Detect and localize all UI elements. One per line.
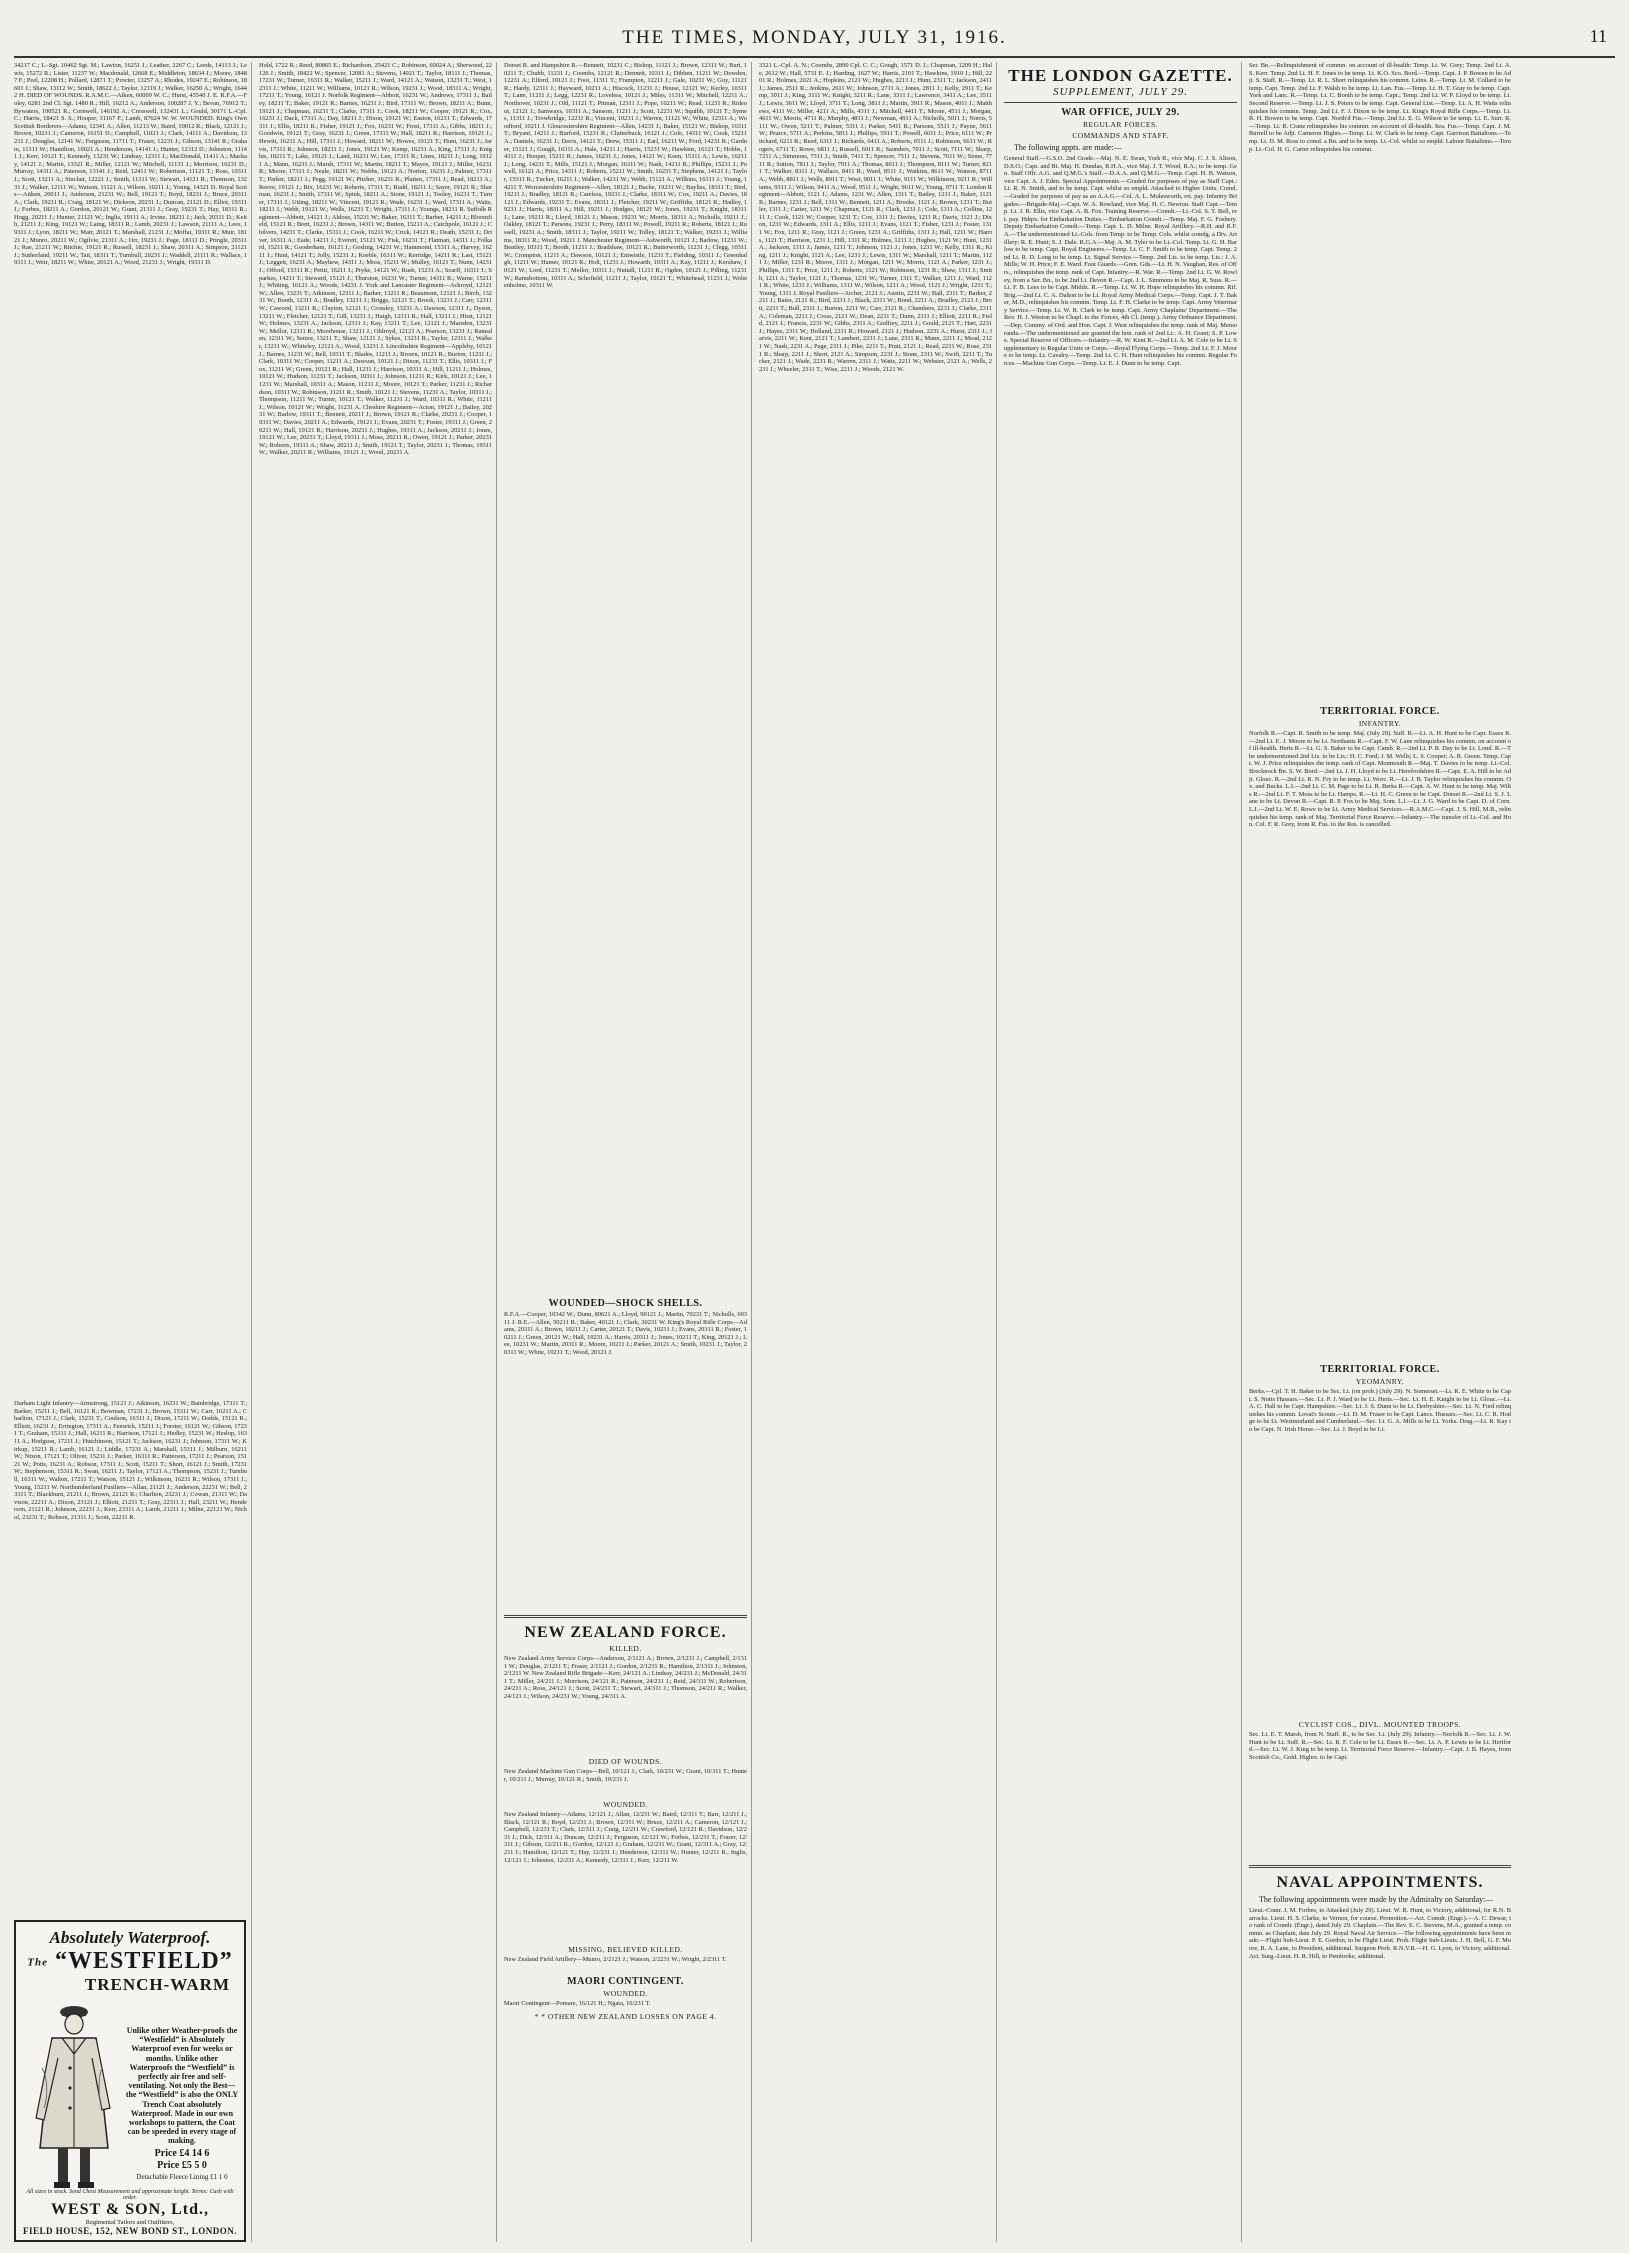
regular-forces-heading: REGULAR FORCES. <box>1082 120 1158 129</box>
gazette-title: THE LONDON GAZETTE. <box>1008 66 1233 85</box>
maori-contingent-heading: MAORI CONTINGENT. <box>567 1976 684 1987</box>
ad-lining: Detachable Fleece Lining £1 1 0 <box>136 2173 228 2182</box>
war-office-heading: WAR OFFICE, JULY 29. <box>1061 107 1180 118</box>
ad-body: Unlike other Weather-proofs the “Westfield” is Absolutely Waterproof even for weeks or months. Unlike other Waterproofs the “Westfield” is perfectly air free and self-ventilating. Not only the Best—the “Westfield” is also the ONLY Trench Coat absolutely Waterproof. Made in our own workshops to pattern, the Coat can be speeded in every stage of making. <box>125 2026 239 2146</box>
divider <box>504 1615 747 1618</box>
missing-subheading: MISSING, BELIEVED KILLED. <box>568 1945 683 1954</box>
column-6 <box>1249 62 1515 2242</box>
ad-note: All sizes in stock. Send Chest Measurement and approximate height. Terms: Cash with order. <box>26 2189 234 2201</box>
gazette-intro: The following appts. are made:— <box>1014 143 1122 152</box>
nz-killed-list: New Zealand Army Service Corps—Anderson, 2/1121 A.; Brown, 2/1231 J.; Campbell, 2/1311 W.; Douglas, 2/1211 T.; Fraser, 2/1121 J.; Gordon, 2/1231 R.; Hamilton, 2/1311 J.; Johnston, 2/1211 W. New Zealand Rifle Brigade—Kerr, 24/121 A.; Lindsay, 24/231 J.; McDonald, 24/311 T.; Miller, 24/211 J.; Morrison, 24/121 R.; Paterson, 24/231 J.; Reid, 24/311 W.; Robertson, 24/211 A.; Ross, 24/121 J.; Scott, 24/231 T.; Stewart, 24/311 J.; Thomson, 24/211 R.; Walker, 24/121 J.; Wilson, 24/231 W.; Young, 24/311 A. <box>504 1655 747 1700</box>
column-5 <box>1004 62 1242 2242</box>
naval-intro: The following appointments were made by the Admiralty on Saturday:— <box>1259 1895 1494 1904</box>
page-columns <box>14 62 1615 2242</box>
casualty-list-text-continued: Durham Light Infantry—Armstrong, 15121 J.; Atkinson, 16231 W.; Bainbridge, 17311 T.; Barker, 15211 J.; Bell, 16121 R.; Bowman, 17231 J.; Brown, 15311 W.; Carr, 16211 A.; Charlton, 17121 J.; Clark, 15231 T.; Coulson, 16311 J.; Dixon, 17211 W.; Dodds, 15121 R.; Elliott, 16231 J.; Errington, 17311 A.; Fenwick, 15211 J.; Forster, 16121 W.; Gibson, 17231 T.; Graham, 15311 J.; Hall, 16211 R.; Harrison, 17121 J.; Hedley, 15231 W.; Heslop, 16311 A.; Hodgson, 17211 J.; Hutchinson, 15121 T.; Jackson, 16231 J.; Johnson, 17311 W.; Kirkup, 15211 R.; Lamb, 16121 J.; Liddle, 17231 A.; Marshall, 15311 J.; Milburn, 16211 W.; Nixon, 17121 T.; Oliver, 15231 J.; Parker, 16311 R.; Patterson, 17211 J.; Pearson, 15121 W.; Potts, 16231 A.; Robson, 17311 J.; Scott, 15211 T.; Short, 16121 J.; Smith, 17231 W.; Stephenson, 15311 R.; Swan, 16211 J.; Taylor, 17121 A.; Thompson, 15231 J.; Turnbull, 16311 W.; Walton, 17211 T.; Watson, 15121 J.; Wilkinson, 16231 R.; Wilson, 17311 J.; Young, 15211 W. Northumberland Fusiliers—Allan, 21121 J.; Anderson, 22231 W.; Bell, 23311 T.; Blackburn, 21211 J.; Brown, 22121 R.; Charlton, 23231 J.; Cowan, 21311 W.; Davison, 22211 A.; Dixon, 23121 J.; Elliott, 21231 T.; Gray, 22311 J.; Hall, 23211 W.; Henderson, 21121 R.; Johnson, 22231 J.; Kerr, 23311 A.; Lamb, 21211 J.; Milne, 22121 W.; Nichol, 23231 T.; Robson, 21311 J.; Scott, 22211 R. <box>14 1400 247 1521</box>
masthead <box>14 20 1615 58</box>
naval-appointments-heading: NAVAL APPOINTMENTS. <box>1276 1874 1484 1891</box>
column-3 <box>504 62 752 2242</box>
cyclist-heading: CYCLIST COS., DIVL. MOUNTED TROOPS. <box>1298 1720 1462 1729</box>
casualty-list-text: 3321 L.-Cpl. A. N.; Coombs, 2890 Cpl. C. C.; Gough, 1571 D. J.; Chapman, 1209 H.; Hale, 2612 W.; Hall, 5731 E. J.; Harding, 1627 W.; Harris, 2101 T.; Hawkins, 1910 J.; Hill, 2201 R.; Holmes, 2021 A.; Hopkins, 2121 W.; Hughes, 2213 J.; Hunt, 2311 T.; Jackson, 2411 J.; James, 2511 R.; Jenkins, 2611 W.; Johnson, 2711 A.; Jones, 2811 J.; Kelly, 2911 T.; Kemp, 3011 J.; King, 3111 W.; Knight, 3211 R.; Lane, 3311 J.; Lawrence, 3411 A.; Lee, 3511 J.; Lewis, 3611 W.; Lloyd, 3711 T.; Long, 3811 J.; Martin, 3911 R.; Mason, 4011 J.; Matthews, 4111 W.; Miller, 4211 A.; Mills, 4311 J.; Mitchell, 4411 T.; Moore, 4511 J.; Morgan, 4611 W.; Morris, 4711 R.; Murphy, 4811 J.; Newman, 4911 A.; Nicholls, 5011 J.; Norris, 5111 W.; Owen, 5211 T.; Palmer, 5311 J.; Parker, 5411 R.; Parsons, 5511 J.; Payne, 5611 W.; Pearce, 5711 A.; Perkins, 5811 J.; Phillips, 5911 T.; Powell, 6011 J.; Price, 6111 W.; Pritchard, 6211 R.; Reed, 6311 J.; Richards, 6411 A.; Roberts, 6511 J.; Robinson, 6611 W.; Rogers, 6711 T.; Rowe, 6811 J.; Russell, 6911 R.; Saunders, 7011 J.; Scott, 7111 W.; Sharp, 7211 A.; Simmons, 7311 J.; Smith, 7411 T.; Spencer, 7511 J.; Stevens, 7611 W.; Stone, 7711 R.; Sutton, 7811 J.; Taylor, 7911 A.; Thomas, 8011 J.; Thompson, 8111 W.; Turner, 8211 T.; Walker, 8311 J.; Wallace, 8411 R.; Ward, 8511 J.; Watkins, 8611 W.; Watson, 8711 A.; Webb, 8811 J.; Wells, 8911 T.; West, 9011 J.; White, 9111 W.; Wilkinson, 9211 R.; Williams, 9311 J.; Wilson, 9411 A.; Wood, 9511 J.; Wright, 9611 W.; Young, 9711 T. London Regiment—Abbott, 1121 J.; Adams, 1231 W.; Allen, 1311 T.; Bailey, 1211 J.; Baker, 1121 R.; Barnes, 1231 J.; Bell, 1311 W.; Bennett, 1211 A.; Brooks, 1121 J.; Brown, 1231 T.; Butler, 1311 J.; Carter, 1211 W.; Chapman, 1121 R.; Clark, 1231 J.; Cole, 1311 A.; Collins, 1211 J.; Cook, 1121 W.; Cooper, 1231 T.; Cox, 1311 J.; Davies, 1211 R.; Davis, 1121 J.; Dixon, 1231 W.; Edwards, 1311 A.; Ellis, 1211 J.; Evans, 1121 T.; Fisher, 1231 J.; Foster, 1311 W.; Fox, 1211 R.; Gray, 1121 J.; Green, 1231 A.; Griffiths, 1311 J.; Hall, 1211 W.; Harris, 1121 T.; Harrison, 1231 J.; Hill, 1311 R.; Holmes, 1211 J.; Hughes, 1121 W.; Hunt, 1231 A.; Jackson, 1311 J.; James, 1211 T.; Johnson, 1121 J.; Jones, 1231 W.; Kelly, 1311 R.; King, 1211 J.; Knight, 1121 A.; Lee, 1231 J.; Lewis, 1311 W.; Marshall, 1211 T.; Martin, 1121 J.; Miller, 1231 R.; Moore, 1311 J.; Morgan, 1211 W.; Morris, 1121 A.; Parker, 1231 J.; Phillips, 1311 T.; Price, 1211 J.; Roberts, 1121 W.; Robinson, 1231 R.; Shaw, 1311 J.; Smith, 1211 A.; Taylor, 1121 J.; Thomas, 1231 W.; Turner, 1311 T.; Walker, 1211 J.; Ward, 1121 R.; White, 1231 J.; Williams, 1311 W.; Wilson, 1211 A.; Wood, 1121 J.; Wright, 1231 T.; Young, 1311 J. Royal Fusiliers—Archer, 2121 J.; Austin, 2231 W.; Ball, 2311 T.; Barker, 2211 J.; Bates, 2121 R.; Bird, 2231 J.; Black, 2311 W.; Bond, 2211 A.; Bradley, 2121 J.; Brett, 2231 T.; Bull, 2311 J.; Burton, 2211 W.; Carr, 2121 R.; Chambers, 2231 J.; Clarke, 2311 A.; Coleman, 2211 J.; Cross, 2121 W.; Dean, 2231 T.; Dunn, 2311 J.; Elliott, 2211 R.; Field, 2121 J.; Francis, 2231 W.; Gibbs, 2311 A.; Godfrey, 2211 J.; Gould, 2121 T.; Hart, 2231 J.; Hayes, 2311 W.; Holland, 2211 R.; Howard, 2121 J.; Hudson, 2231 A.; Hurst, 2311 J.; Jarvis, 2211 W.; Kent, 2121 T.; Lambert, 2231 J.; Lane, 2311 R.; Mann, 2211 J.; Mead, 2121 W.; Nash, 2231 A.; Page, 2311 J.; Pike, 2211 T.; Pratt, 2121 J.; Read, 2231 W.; Rose, 2311 R.; Sharp, 2211 J.; Short, 2121 A.; Simpson, 2231 J.; Stone, 2311 W.; Swift, 2211 T.; Tucker, 2121 J.; Wade, 2231 R.; Warren, 2311 J.; Watts, 2211 W.; Webster, 2121 A.; Wells, 2231 J.; Wheeler, 2311 T.; Wise, 2211 J.; Woods, 2121 W. <box>759 62 992 373</box>
page-number: 11 <box>1589 26 1607 46</box>
ad-maker: WEST & SON, Ltd., <box>50 2201 210 2218</box>
territorial-force-heading: TERRITORIAL FORCE. <box>1320 706 1440 717</box>
died-of-wounds-subheading: DIED OF WOUNDS. <box>588 1757 663 1766</box>
ad-footer <box>20 2189 240 2236</box>
divider <box>1004 102 1237 103</box>
column-1 <box>14 62 252 2242</box>
casualty-list-text: Dorset R. and Hampshire R.—Bennett, 10231 C.; Bishop, 11121 J.; Brown, 12311 W.; Burt, 10211 T.; Chubb, 11231 J.; Coombs, 12121 R.; Dennett, 10311 J.; Dibben, 11211 W.; Dowden, 12231 A.; Elford, 10121 J.; Foot, 11311 T.; Frampton, 12211 J.; Gale, 10231 W.; Guy, 11121 R.; Hardy, 12311 J.; Hayward, 10211 A.; Hiscock, 11231 J.; House, 12121 W.; Kerley, 10311 T.; Lane, 11211 J.; Legg, 12231 R.; Loveless, 10121 J.; Miles, 11311 W.; Mitchell, 12211 A.; Northover, 10231 J.; Old, 11121 T.; Pitman, 12311 J.; Pope, 10211 W.; Read, 11231 R.; Rideout, 12121 J.; Samways, 10311 A.; Sansom, 11211 J.; Scott, 12231 W.; Squibb, 10121 T.; Symes, 11311 J.; Trowbridge, 12211 R.; Vincent, 10231 J.; Warren, 11121 W.; White, 12311 A.; Woodford, 10211 J. Gloucestershire Regiment—Allen, 14231 J.; Baker, 15121 W.; Bishop, 16311 T.; Bryant, 14211 J.; Burford, 15231 R.; Clutterbuck, 16121 J.; Cole, 14311 W.; Cook, 15211 A.; Daniels, 16231 J.; Davis, 14121 T.; Drew, 15311 J.; Earl, 16211 W.; Ford, 14231 R.; Gardner, 15121 J.; Gough, 16311 A.; Hale, 14211 J.; Harris, 15231 W.; Hawkins, 16121 T.; Hobbs, 14311 J.; Hooper, 15211 R.; James, 16231 J.; Jones, 14121 W.; Keen, 15311 A.; Lewis, 16211 J.; Long, 14231 T.; Mills, 15121 J.; Morgan, 16311 W.; Nash, 14211 R.; Phillips, 15231 J.; Powell, 16121 A.; Price, 14311 J.; Roberts, 15211 W.; Smith, 16231 T.; Stephens, 14121 J.; Taylor, 15311 R.; Tucker, 16211 J.; Walker, 14231 W.; Webb, 15121 A.; Wilkins, 16311 J.; Young, 14211 T. Worcestershire Regiment—Allen, 18121 J.; Bache, 19231 W.; Bayliss, 18311 T.; Bird, 19211 J.; Bradley, 18121 R.; Careless, 19231 J.; Clarke, 18311 W.; Cox, 19211 A.; Davies, 18121 J.; Edwards, 19231 T.; Evans, 18311 J.; Fletcher, 19211 W.; Griffiths, 18121 R.; Hadley, 19231 J.; Harris, 18311 A.; Hill, 19211 J.; Hodges, 18121 W.; Jones, 19231 T.; Knight, 18311 J.; Lane, 19211 R.; Lloyd, 18121 J.; Mason, 19231 W.; Morris, 18311 A.; Nicholls, 19211 J.; Oakley, 18121 T.; Parsons, 19231 J.; Perry, 18311 W.; Powell, 19211 R.; Roberts, 18121 J.; Russell, 19231 A.; Smith, 18311 J.; Taylor, 19211 W.; Tolley, 18121 T.; Walker, 19231 J.; Williams, 18311 R.; Wood, 19211 J. Manchester Regiment—Ashworth, 10121 J.; Barlow, 11231 W.; Bentley, 10311 T.; Booth, 11211 J.; Bradshaw, 10121 R.; Butterworth, 11231 J.; Clegg, 10311 W.; Crompton, 11211 A.; Dawson, 10121 J.; Entwistle, 11231 T.; Fielding, 10311 J.; Greenhalgh, 11211 W.; Hamer, 10121 R.; Holt, 11231 J.; Howarth, 10311 A.; Kay, 11211 J.; Kershaw, 10121 W.; Lord, 11231 T.; Mellor, 10311 J.; Nuttall, 11211 R.; Ogden, 10121 J.; Pilling, 11231 W.; Ramsbottom, 10311 A.; Schofield, 11211 J.; Taylor, 10121 T.; Whitehead, 11231 J.; Wolstenholme, 10311 W. <box>504 62 747 290</box>
soldier-illustration <box>22 1998 122 2194</box>
gazette-text-continued: Ser. Bn.—Relinquishment of commn. on account of ill-health: Temp. Lt. W. Grey; Temp. 2nd Lt. A. S. Kerr. Temp. 2nd Lt. H. F. Jones to be temp. Lt. K.O. Sco. Bord.—Temp. Capt. J. P. Bowen to be Adjt. S. Staff. R.—Temp. Lt. R. L. Short relinquishes his commn. Leins. R.—Temp. Lt. M. Collard to be temp. Capt. Temp. 2nd Lt. F. Walsh to be temp. Lt. Lan. Fus.—Temp. Lt. H. T. Gray to be temp. Capt. York and Lanc. R.—Temp. Lt. C. Booth to be temp. Capt.; Temp. 2nd Lt. W. P. Lloyd to be temp. Lt. Second Reserve.—Temp. Lt. J. S. Peters to be temp. Capt. General List.—Temp. Lt. A. H. Watts relinquishes his commn. Temp. 2nd Lt. F. J. Dixon to be temp. Lt. King's Royal Rifle Corps.—Temp. Lt. R. H. Bowen to be temp. Capt. North'd Fus.—Temp. 2nd Lt. E. G. Wilson to be temp. Lt. E. Surr. R.—Temp. Lt. R. Crane relinquishes his commn. on account of ill-health. Sea. Fus.—Temp. Capt. J. M. Burrell to be Adjt. Cameron Highrs.—Temp. Lt. W. Clark to be temp. Capt. Garrison Battalions.—Temp. Lt. D. M. Ross to comd. a Bn. and to be temp. Lt.-Col. whilst so empld. Labour Battalions.—Temp. Lt.-Col. H. G. Carter relinquishes his commn. <box>1249 62 1511 153</box>
ad-price-2: Price £5 5 0 <box>157 2159 207 2171</box>
ad-price-1: Price £4 14 6 <box>154 2147 210 2159</box>
maori-list: Maori Contingent—Pomare, 16/121 H.; Ngata, 16/231 T. <box>504 2000 651 2007</box>
nz-missing-list: New Zealand Field Artillery—Munro, 2/2121 J.; Watson, 2/2231 W.; Wright, 2/2311 T. <box>504 1956 727 1963</box>
maori-wounded-subheading: WOUNDED. <box>603 1989 648 1998</box>
ad-headline: Absolutely Waterproof. <box>49 1928 211 1947</box>
gazette-text: General Staff.—G.S.O. 2nd Grade.—Maj. N. E. Swan, York R., vice Maj. C. J. S. Alison, D.S.O.; Capt. and Bt. Maj. H. Dundas, R.H.A., vice Maj. J. T. Wood, R.A.; to be temp. Gen. Staff Offr. A.G. and Q.M.G.'s Staff.—D.A.A. and Q.M.G.—Temp. Capt. H. B. Watson, vice Capt. A. J. Eden. Special Appointments.—Graded for purposes of pay as Staff Capt.: Lt. R. N. Smith, and to be temp. Capt. whilst so empld. Attached to Higher Units. Comd.—Graded for purposes of pay as an A.A.G.—Col. A. L. Molesworth, ret. pay. Infantry Brigades.—Brigade-Maj.—Capt. W. A. Rowland, vice Maj. H. C. Newton. Staff Capt.—Temp. Lt. J. R. Ellis, vice Capt. A. B. Fox. Training Reserve.—Comdt.—Lt.-Col. S. T. Bell, ret. pay. Hdqrs. for Embarkation Duties.—Embarkation Comdt.—Temp. Maj. F. G. Fosbery. Deputy Embarkation Comdt.—Temp. Capt. L. D. Milne. Royal Artillery.—R.H. and R.F.A.—The undermentioned Lt.-Cols. from Temp. to be Temp. Cols. whilst comdg. a Div. Artillery: R. E. Hunt; S. J. Dale. R.G.A.—Maj. A. M. Tyler to be Lt.-Col. Temp. Lt. G. H. Barlow to be temp. Capt. Royal Engineers.—Temp. Lt. C. F. Smith to be temp. Capt. Temp. 2nd Lt. R. D. Long to be temp. Lt. Signal Service.—Temp. 2nd Lts. to be temp. Lts.: J. A. Mills; W. H. Price; F. E. Ward. Foot Guards.—Gren. Gds.—Lt. H. N. Vaughan, Res. of Offrs., relinquishes the temp. rank of Capt. Infantry.—R. War. R.—Temp. 2nd Lt. G. W. Rowley, from a Ser. Bn., to be 2nd Lt. Devon R.—Capt. J. L. Simmons to be Maj. R. Suss. R.—Lt. F. B. Lees to be Capt. Middx. R.—Temp. Lt. W. H. Hope relinquishes his commn. Rif. Brig.—2nd Lt. C. A. Dalton to be Lt. Royal Army Medical Corps.—Temp. Capt. J. T. Baker, M.D., relinquishes his commn. Temp. Lt. F. H. Clarke to be temp. Capt. Army Veterinary Service.—Temp. Lt. W. R. Clark to be temp. Capt. Army Chaplains' Department.—The Rev. H. J. Weston to be Chapl. to the Forces, 4th Cl. (temp.). Army Ordnance Department.—Dep. Commy. of Ord. and Hon. Capt. J. West relinquishes the temp. rank of Maj. Memoranda.—The undermentioned are granted the hon. rank of 2nd Lt.: A. H. Grant; S. P. Lowe. Special Reserve of Officers.—Infantry.—R. W. Kent R.—2nd Lt. A. M. Cole to be Lt. Supplementary to Regular Units or Corps.—Royal Flying Corps.—Temp. 2nd Lt. F. J. Moore to be temp. Lt. Cavalry.—Temp. 2nd Lt. C. H. Hunt relinquishes his commn. Regular Forces.—Machine Gun Corps.—Temp. Lt. E. J. Dunn to be temp. Capt. <box>1004 155 1237 368</box>
ad-the: The <box>27 1956 48 1969</box>
column-4 <box>759 62 997 2242</box>
commands-heading: COMMANDS AND STAFF. <box>1072 131 1169 140</box>
nz-wounded-list: New Zealand Infantry—Adams, 12/121 J.; Allan, 12/231 W.; Baird, 12/311 T.; Barr, 12/211 J.; Black, 12/121 R.; Boyd, 12/231 J.; Brown, 12/311 W.; Bruce, 12/211 A.; Cameron, 12/121 J.; Campbell, 12/231 T.; Clark, 12/311 J.; Craig, 12/211 W.; Crawford, 12/121 R.; Davidson, 12/231 J.; Dick, 12/311 A.; Duncan, 12/211 J.; Ferguson, 12/121 W.; Forbes, 12/231 T.; Fraser, 12/311 J.; Gibson, 12/211 R.; Gordon, 12/121 J.; Graham, 12/231 W.; Grant, 12/311 A.; Gray, 12/211 J.; Hamilton, 12/121 T.; Hay, 12/231 J.; Henderson, 12/311 W.; Hunter, 12/211 R.; Inglis, 12/121 J.; Johnston, 12/231 A.; Kennedy, 12/311 J.; Kerr, 12/211 W. <box>504 1811 747 1864</box>
ad-product: TRENCH-WARM <box>84 1975 230 1994</box>
cyclist-text: Sec. Lt. E. T. Marsh, from N. Staff. R., to be Sec. Lt. (July 29). Infantry.—Norfolk R.—Sec. Lt. J. W. Hunt to be Lt. Suff. R.—Sec. Lt. R. F. Cole to be Lt. Essex R.—Sec. Lt. A. P. Lewis to be Lt. Hertford.—Sec. Lt. W. J. King to be temp. Lt. Territorial Force Reserve.—Infantry.—Capt. J. B. Hayes, from Scottish Co., Gold. Highrs. to be Capt. <box>1249 1731 1511 1761</box>
wounded-subheading: WOUNDED. <box>603 1800 648 1809</box>
casualty-list-text: Hold, 1722 R.; Reed, 80865 E.; Richardson, 25421 C.; Robinson, 60024 A.; Sherwood, 22126 J.; Smith, 18422 W.; Spencer, 12081 A.; Stevens, 14021 T.; Taylor, 18111 J.; Thomas, 17231 W.; Turner, 16311 R.; Walker, 15211 J.; Ward, 14121 A.; Watson, 13231 T.; West, 12311 J.; White, 11211 W.; Williams, 10121 R.; Wilson, 19231 J.; Wood, 18311 A.; Wright, 17211 T.; Young, 16121 J. Norfolk Regiment—Abbott, 16231 W.; Andrews, 17311 J.; Bailey, 18211 T.; Baker, 19121 R.; Barnes, 16231 J.; Bird, 17311 W.; Brown, 18211 A.; Bunn, 19121 J.; Chapman, 16231 T.; Clarke, 17311 J.; Cook, 18211 W.; Cooper, 19121 R.; Cox, 16231 J.; Dack, 17311 A.; Day, 18211 J.; Dixon, 19121 W.; Easton, 16231 T.; Edwards, 17311 J.; Ellis, 18211 R.; Fisher, 19121 J.; Fox, 16231 W.; Frost, 17311 A.; Gibbs, 18211 J.; Goodwin, 19121 T.; Gray, 16231 J.; Green, 17311 W.; Hall, 18211 R.; Harrison, 19121 J.; Hewitt, 16231 A.; Hill, 17311 J.; Howard, 18211 W.; Howes, 19121 T.; Hunt, 16231 J.; Jarvis, 17311 R.; Johnson, 18211 J.; Jones, 19121 W.; Kemp, 16231 A.; King, 17311 J.; Knights, 18211 T.; Lake, 19121 J.; Land, 16231 W.; Lee, 17311 R.; Lines, 18211 J.; Long, 19121 A.; Mann, 16231 J.; Marsh, 17311 W.; Martin, 18211 T.; Mayes, 19121 J.; Miller, 16231 R.; Moore, 17311 J.; Neale, 18211 W.; Nobbs, 19121 A.; Norton, 16231 J.; Palmer, 17311 T.; Parker, 18211 J.; Pegg, 19121 W.; Pitcher, 16231 R.; Platten, 17311 J.; Read, 18211 A.; Reeve, 19121 J.; Rix, 16231 W.; Roberts, 17311 T.; Rudd, 18211 J.; Sayer, 19121 R.; Sharman, 16231 J.; Smith, 17311 W.; Spink, 18211 A.; Stone, 19121 J.; Tooley, 16231 T.; Turner, 17311 J.; Utting, 18211 W.; Vincent, 19121 R.; Wade, 16231 J.; Ward, 17311 A.; Watts, 18211 J.; Webb, 19121 W.; Wells, 16231 T.; Wright, 17311 J.; Youngs, 18211 R. Suffolk Regiment—Abbott, 14121 J.; Aldous, 15231 W.; Baker, 16311 T.; Barber, 14211 J.; Bloomfield, 15121 R.; Brett, 16231 J.; Brown, 14311 W.; Button, 15211 A.; Catchpole, 16121 J.; Chilvers, 14231 T.; Clarke, 15311 J.; Cook, 16211 W.; Crick, 14121 R.; Death, 15231 J.; Driver, 16311 A.; Eade, 14211 J.; Everett, 15121 W.; Fisk, 16231 T.; Flatman, 14311 J.; Folkard, 15211 R.; Gooderham, 16121 J.; Gosling, 14231 W.; Hammond, 15311 A.; Harvey, 16211 J.; Hunt, 14121 T.; Jolly, 15231 J.; Keeble, 16311 W.; Kerridge, 14211 R.; Last, 15121 J.; Leggett, 16231 A.; Mayhew, 14311 J.; Moss, 15211 W.; Mulley, 16121 T.; Nunn, 14231 J.; Offord, 15311 R.; Pettit, 16211 J.; Pryke, 14121 W.; Rush, 15231 A.; Scarff, 16311 J.; Sparkes, 14211 T.; Steward, 15121 J.; Thurston, 16231 W.; Turner, 14311 R.; Warne, 15211 J.; Whiting, 16121 A.; Woods, 14231 J. York and Lancaster Regiment—Ackroyd, 12121 W.; Allen, 13231 T.; Atkinson, 12311 J.; Barker, 13211 R.; Beaumont, 12121 J.; Birch, 13231 W.; Booth, 12311 A.; Bradley, 13211 J.; Briggs, 12121 T.; Brook, 13231 J.; Carr, 12311 W.; Cawood, 13211 R.; Clayton, 12121 J.; Crossley, 13231 A.; Dawson, 12311 J.; Dyson, 13211 W.; Fletcher, 12121 T.; Gill, 13231 J.; Haigh, 12311 R.; Hall, 13211 J.; Hirst, 12121 W.; Holmes, 13231 A.; Jackson, 12311 J.; Kay, 13211 T.; Lee, 12121 J.; Marsden, 13231 W.; Mellor, 12311 R.; Moorhouse, 13211 J.; Oldroyd, 12121 A.; Pearson, 13231 J.; Ramsden, 12311 W.; Senior, 13211 T.; Shaw, 12121 J.; Sykes, 13231 R.; Taylor, 12311 J.; Walker, 13211 W.; Whiteley, 12121 A.; Wood, 13231 J. Lincolnshire Regiment—Appleby, 10121 J.; Barnes, 11231 W.; Bell, 10311 T.; Blades, 11211 J.; Brown, 10121 R.; Burton, 11231 J.; Clark, 10311 W.; Cooper, 11211 A.; Dawson, 10121 J.; Dixon, 11231 T.; Ellis, 10311 J.; Fox, 11211 W.; Green, 10121 R.; Hall, 11231 J.; Harrison, 10311 A.; Hill, 11211 J.; Holmes, 10121 W.; Hudson, 11231 T.; Jackson, 10311 J.; Johnson, 11211 R.; Kirk, 10121 J.; Lee, 11231 W.; Marshall, 10311 A.; Mason, 11211 J.; Moore, 10121 T.; Parker, 11231 J.; Richardson, 10311 W.; Robinson, 11211 R.; Smith, 10121 J.; Stevens, 11231 A.; Taylor, 10311 J.; Thompson, 11211 W.; Turner, 10121 T.; Walker, 11231 J.; Ward, 10311 R.; White, 11211 J.; Wilson, 10121 W.; Wright, 11231 A. Cheshire Regiment—Acton, 19121 J.; Bailey, 20231 W.; Barlow, 19311 T.; Bennett, 20211 J.; Brown, 19121 R.; Clarke, 20231 J.; Cooper, 19311 W.; Davies, 20211 A.; Edwards, 19121 J.; Evans, 20231 T.; Foster, 19311 J.; Green, 20211 W.; Hall, 19121 R.; Harrison, 20231 J.; Hughes, 19311 A.; Jackson, 20211 J.; Jones, 19121 W.; Lee, 20231 T.; Lloyd, 19311 J.; Moss, 20211 R.; Owen, 19121 J.; Parker, 20231 W.; Roberts, 19311 A.; Shaw, 20211 J.; Smith, 19121 T.; Taylor, 20231 J.; Thomas, 19311 W.; Walker, 20211 R.; Williams, 19121 J.; Wood, 20231 A. <box>259 62 492 457</box>
nz-died-list: New Zealand Machine Gun Corps—Bell, 10/121 J.; Clark, 10/231 W.; Grant, 10/311 T.; Hunter, 10/211 J.; Murray, 10/121 R.; Smith, 10/231 J. <box>504 1768 747 1783</box>
casualty-list-text: 34217 C.; L.-Sgt. 10462 Sgt. M.; Lawton, 16251 J.; Leather, 2267 C.; Leeds, 14113 J.; Lewis, 15272 R.; Lister, 11237 W.; Macdonald, 12668 E.; Middleton, 18634 J.; Moore, 18487 F.; Peel, 12208 H.; Pollard, 12871 T.; Procter, 13257 A.; Rhodes, 19247 E.; Robinson, 18601 J.; Shaw, 13112 W.; Smith, 18622 J.; Taylor, 12119 J.; Walker, 16250 A.; Wright, 16442 H. DIED OF WOUNDS. R.A.M.C.—Aiken, 60009 W. C.; Hurst, 45540 J. E. R.F.A.—Foley, 6281 2nd Cl. Sgt. 1480 R.; Hill, 16212 A.; Anderson, 100287 J. Y.; Bevan, 76912 T.; Bywaters, 100521 R.; Cornwell, 146192 A.; Cresswell, 132431 L.; Gould, 30171 L.-Cpl. C.; Harris, 18421 S. S.; Hooper, 31167 F.; Lamb, 87624 W. W. WOUNDED. King's Own Scottish Borderers—Adams, 12341 A.; Allen, 11213 W.; Baird, 10012 R.; Black, 12121 J.; Brown, 10231 J.; Cameron, 16151 D.; Campbell, 11021 J.; Clark, 14111 A.; Davidson, 13231 J.; Douglas, 12141 W.; Ferguson, 11711 T.; Fraser, 12231 J.; Gibson, 13141 R.; Graham, 11311 W.; Hamilton, 10021 A.; Henderson, 14141 J.; Hunter, 12312 D.; Johnston, 11141 J.; Kerr, 10121 T.; Kennedy, 13231 W.; Lindsay, 12311 J.; MacDonald, 11411 A.; Mackay, 14121 J.; Martin, 13321 R.; Miller, 12121 W.; Mitchell, 11131 J.; Morrison, 10231 D.; Murray, 14311 A.; Paterson, 13141 J.; Reid, 12411 W.; Robertson, 11121 T.; Ross, 10311 J.; Scott, 13211 A.; Sinclair, 12221 J.; Smith, 11311 W.; Stewart, 14121 R.; Thomson, 13231 J.; Walker, 12111 W.; Watson, 11121 A.; Wilson, 10211 J.; Young, 14321 D. Royal Scots—Aitken, 20011 J.; Anderson, 21231 W.; Bell, 19121 T.; Boyd, 18231 J.; Bruce, 20311 A.; Clark, 19211 R.; Craig, 18121 W.; Dickson, 20231 J.; Duncan, 21121 D.; Elliot, 19311 J.; Forbes, 18211 A.; Gordon, 20121 W.; Grant, 21311 J.; Gray, 19231 T.; Hay, 18311 R.; Hogg, 20211 J.; Hunter, 21121 W.; Inglis, 19111 A.; Irvine, 18231 J.; Jack, 20311 D.; Keith, 21211 J.; King, 19121 W.; Laing, 18311 R.; Lamb, 20231 J.; Lawson, 21111 A.; Lees, 19311 J.; Lyon, 18211 W.; Mair, 20121 T.; Marshall, 21231 J.; Moffat, 19311 R.; Muir, 18121 J.; Munro, 20211 W.; Ogilvie, 21311 A.; Orr, 19231 J.; Page, 18111 D.; Pringle, 20311 J.; Rae, 21211 W.; Ritchie, 19121 R.; Russell, 18231 J.; Shaw, 20311 A.; Simpson, 21121 J.; Sutherland, 19211 W.; Tait, 18311 T.; Turnbull, 20231 J.; Waddell, 21111 R.; Wallace, 19311 J.; Weir, 18211 W.; White, 20121 A.; Wood, 21231 J.; Wright, 19311 D. <box>14 62 247 267</box>
new-zealand-force-heading: NEW ZEALAND FORCE. <box>524 1624 727 1641</box>
ad-address: FIELD HOUSE, 152, NEW BOND ST., LONDON. <box>23 2226 237 2236</box>
ad-brand-name: “WESTFIELD” <box>55 1948 233 1974</box>
gazette-subtitle: SUPPLEMENT, JULY 29. <box>1052 86 1189 98</box>
newspaper-title: THE TIMES, MONDAY, JULY 31, 1916. <box>622 27 1007 48</box>
ad-copy <box>124 2026 240 2182</box>
killed-subheading: KILLED. <box>609 1644 642 1653</box>
westfield-advertisement <box>14 1920 246 2242</box>
territorial-force-heading-2: TERRITORIAL FORCE. <box>1320 1364 1440 1375</box>
infantry-subheading: INFANTRY. <box>1358 719 1402 728</box>
divider <box>1249 1865 1511 1868</box>
ad-maker-desc: Regimental Tailors and Outfitters, <box>85 2219 175 2226</box>
column-2 <box>259 62 497 2242</box>
shock-shells-list: R.F.A.—Cooper, 10342 W.; Dunn, 80621 A.; Lloyd, 90121 J.; Martin, 70231 T.; Nicholls, 60311 J. R.E.—Allen, 50211 R.; Baker, 40121 J.; Clark, 30231 W. King's Royal Rifle Corps—Adams, 20311 A.; Brown, 10211 J.; Carter, 20121 T.; Davis, 10231 J.; Evans, 20311 R.; Foster, 10211 J.; Green, 20121 W.; Hall, 10231 A.; Harris, 20311 J.; Jones, 10211 T.; King, 20121 J.; Lee, 10231 W.; Martin, 20311 R.; Moore, 10211 J.; Parker, 20121 A.; Smith, 10231 J.; Taylor, 20311 W.; White, 10211 T.; Wood, 20121 J. <box>504 1311 747 1356</box>
naval-text: Lieut.-Comr. J. M. Forbes, to Attacked (July 29). Lieut. W. R. Hunt, to Victory, additional, for R.N. Barracks. Lieut. H. S. Clarke, to Vernon, for course. Promotion.—Act. Comdr. (Engr.).—A. C. Dewar, to rank of Comdr. (Engr.), dated July 29. Chaplain.—The Rev. E. C. Stevens, M.A., granted a temp. commn. as Chaplain, date July 29. Royal Naval Air Service.—The following appointments have been made:—Flight Sub-Lieut. P. E. Gordon, to be Flight Lieut. Prob. Flight Sub-Lieuts. J. H. Bell, G. F. Moore, R. A. Lane, to President, additional. Surgeon Prob. R.N.V.R.—H. G. Lyon, to Victory, additional. Act. Surg.-Lieut. H. R. Hill, to Pembroke, additional. <box>1249 1907 1511 1960</box>
section-heading: WOUNDED—SHOCK SHELLS. <box>548 1298 703 1309</box>
ad-brand <box>16 1948 244 1975</box>
other-losses-note: * * OTHER NEW ZEALAND LOSSES ON PAGE 4. <box>534 2012 717 2021</box>
yeomanry-text: Berks.—Cpl. T. H. Baker to be Sec. Lt. (on prob.) (July 29). N. Somerset.—Lt. R. E. White to be Capt. S. Notts Hussars.—Sec. Lt. P. J. Ward to be Lt. Herts.—Sec. Lt. H. E. Knight to be Lt. Glouc.—Lt. A. C. Hall to be Capt. Hampshire.—Sec. Lt. J. S. Dunn to be Lt. Derbyshire.—Sec. Lt. N. Ford relinquishes his commn. Lovat's Scouts.—Lt. D. M. Fraser to be Capt. Lancs. Hussars.—Sec. Lt. C. R. Hodge to be Lt. Westmorland and Cumberland.—Sec. Lt. G. A. Mills to be Lt. Yorks. Drag.—Lt. R. Kay to be Capt. N. Irish Horse.—Sec. Lt. J. Boyd to be Lt. <box>1249 1388 1511 1433</box>
territorial-infantry-text: Norfolk R.—Capt. R. Smith to be temp. Maj. (July 29). Suff. R.—Lt. A. H. Hunt to be Capt. Essex R.—2nd Lt. E. J. Moore to be Lt. Northants R.—Capt. F. W. Lane relinquishes his commn. on account of ill-health. Herts R.—Lt. G. S. Baker to be Capt. Camb. R.—2nd Lt. P. R. Day to be Lt. Lond. R.—The undermentioned 2nd Lts. to be Lts.: H. C. Ford; J. M. Wells; L. S. Cooper; A. R. Green. Temp. Capt. W. J. Price relinquishes the temp. rank of Capt. Monmouth R.—Maj. T. Davies to be temp. Lt.-Col. Brecknock Bn. S. W. Bord.—2nd Lt. J. H. Lloyd to be Lt. Herefordshire R.—Capt. E. A. Hill to be Adjt. Glouc. R.—2nd Lt. R. N. Fry to be temp. Lt. Worc. R.—Lt. J. B. Taylor relinquishes his commn. Ox. and Bucks. L.I.—2nd Lt. C. M. Page to be Lt. R. Berks R.—Capt. A. W. Hunt to be temp. Maj. Wilts R.—2nd Lt. F. T. Moss to be Lt. Hamps. R.—Lt. H. C. Green to be Capt. Dorset R.—2nd Lt. S. J. Lane to be Lt. Devon R.—Capt. R. P. Fox to be Maj. Som. L.I.—Lt. J. G. Ward to be Capt. D. of Corn. L.I.—2nd Lt. W. E. Rowe to be Lt. Army Medical Services.—R.A.M.C.—Capt. J. S. Hill, M.B., relinquishes his temp. rank of Maj. Territorial Force Reserve.—Infantry.—The transfer of Lt.-Col. and Hon. Col. F. R. Grey, from R. Fus. to the Res. is cancelled. <box>1249 730 1511 829</box>
yeomanry-subheading: YEOMANRY. <box>1355 1377 1405 1386</box>
